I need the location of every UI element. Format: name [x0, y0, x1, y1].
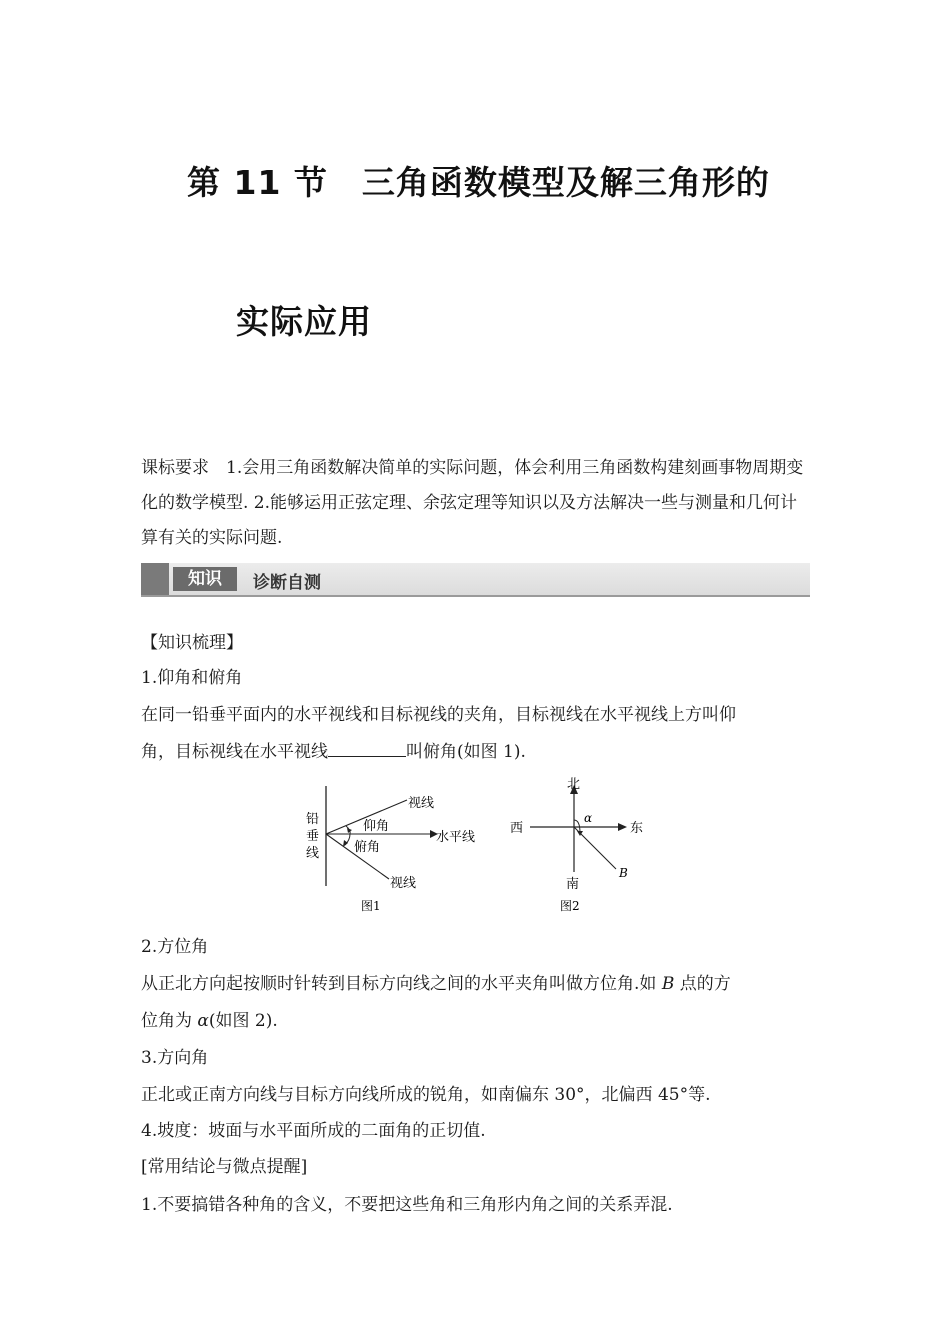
item2-heading: 2.方位角 — [141, 937, 209, 957]
fig1-sight-bottom: 视线 — [390, 876, 417, 891]
fig2-east: 东 — [630, 821, 644, 836]
fig2-point-b: B — [619, 866, 628, 880]
item1-body-line2 — [141, 737, 526, 762]
fig2-caption: 图2 — [560, 899, 580, 913]
fig2-north: 北 — [567, 777, 581, 792]
fig2-alpha: α — [584, 811, 593, 825]
figure-1 — [290, 778, 500, 918]
item3-heading: 3.方向角 — [141, 1048, 209, 1068]
fig2-south: 南 — [566, 877, 580, 892]
fill-blank — [328, 740, 406, 757]
item2-text-b: 点的方 — [674, 974, 731, 994]
fig1-horizontal-label: 水平线 — [436, 830, 476, 845]
item2-var-alpha: α — [197, 1011, 209, 1031]
banner-lead-block — [141, 563, 169, 595]
banner-tag: 知识 — [173, 567, 237, 591]
fig1-caption: 图1 — [361, 899, 381, 913]
fig2-west: 西 — [510, 821, 524, 836]
fig1-sight-top: 视线 — [408, 796, 435, 811]
item2-text-c: 位角为 — [141, 1011, 198, 1031]
section-banner — [141, 563, 810, 597]
tip-1: 1.不要搞错各种角的含义，不要把这些角和三角形内角之间的关系弄混. — [141, 1195, 673, 1215]
item2-var-b: B — [661, 974, 675, 994]
curriculum-requirements: 课标要求 1.会用三角函数解决简单的实际问题，体会利用三角函数构建刻画事物周期变化的数学模型. 2.能够运用正弦定理、余弦定理等知识以及方法解决一些与测量和几何计算有关的实际问题. — [141, 458, 804, 548]
item2-body-line2 — [141, 1006, 278, 1031]
item2-text-a: 从正北方向起按顺时针转到目标方向线之间的水平夹角叫做方位角.如 — [141, 974, 662, 994]
item4-text: 4.坡度：坡面与水平面所成的二面角的正切值. — [141, 1121, 486, 1141]
tips-header: [常用结论与微点提醒] — [141, 1157, 308, 1177]
item2-text-d: (如图 2). — [208, 1011, 278, 1031]
figure-2 — [500, 770, 660, 920]
fig1-depression-label: 俯角 — [354, 840, 381, 855]
knowledge-header: 【知识梳理】 — [141, 633, 243, 653]
item2-body-line1 — [141, 969, 731, 994]
item1-text-b: 叫俯角(如图 1). — [406, 742, 526, 762]
fig1-vertical-char-1: 铅 — [306, 812, 320, 827]
banner-text: 诊断自测 — [253, 573, 321, 593]
item3-body: 正北或正南方向线与目标方向线所成的锐角，如南偏东 30°，北偏西 45°等. — [141, 1085, 711, 1105]
page-title-line1: 第 11 节 三角函数模型及解三角形的 — [187, 163, 770, 202]
page-title-line2: 实际应用 — [236, 302, 372, 341]
fig1-vertical-char-3: 线 — [306, 846, 320, 861]
fig1-vertical-char-2: 垂 — [306, 829, 320, 844]
item1-text-a: 角，目标视线在水平视线 — [141, 742, 328, 762]
item1-body-line1: 在同一铅垂平面内的水平视线和目标视线的夹角，目标视线在水平视线上方叫仰 — [141, 705, 736, 725]
fig1-elevation-label: 仰角 — [363, 819, 390, 834]
item1-heading: 1.仰角和俯角 — [141, 668, 243, 688]
